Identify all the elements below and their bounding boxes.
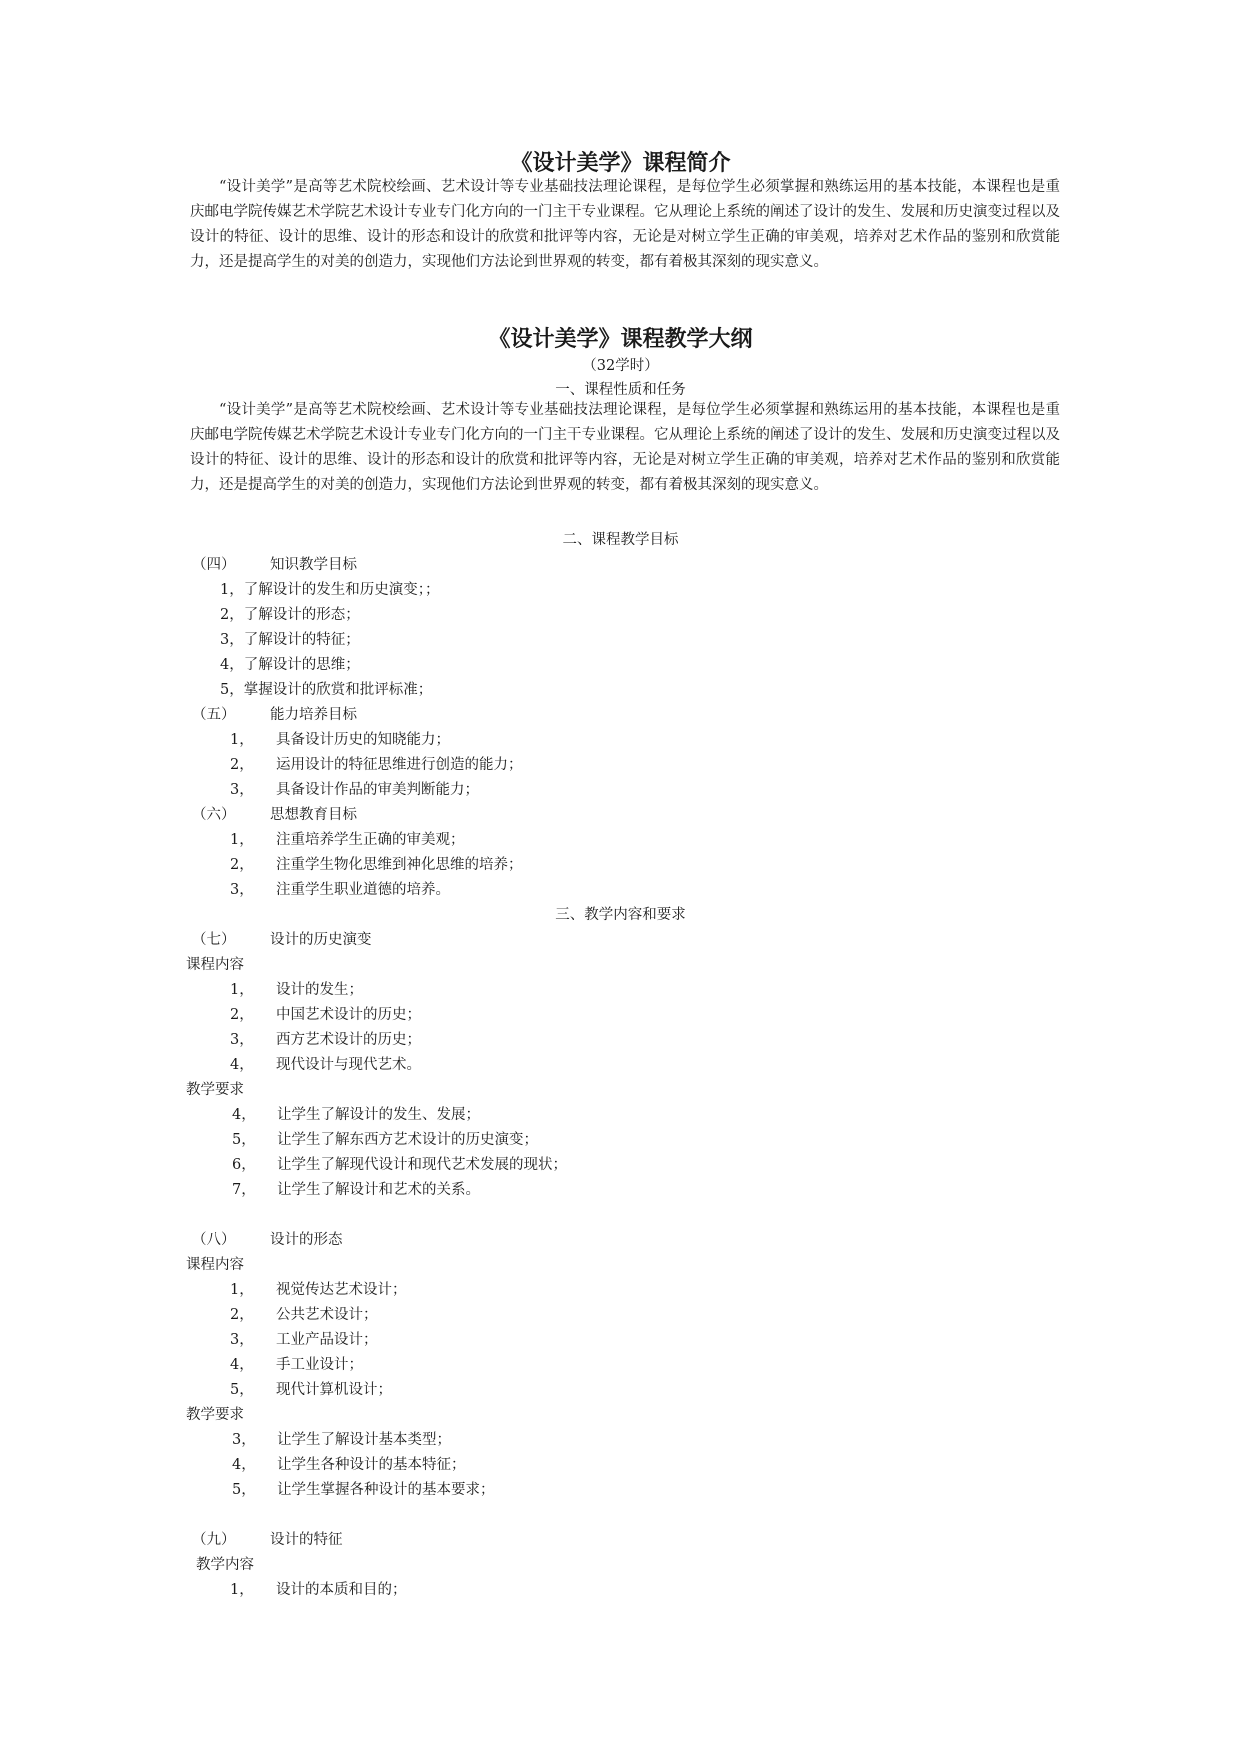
list-item-num: 3， [230, 1032, 254, 1048]
list-item-num: 4， [230, 1057, 254, 1073]
list-item-num: 5， [230, 1382, 254, 1398]
list-item: 让学生了解设计基本类型； [277, 1432, 451, 1448]
list-item: 公共艺术设计； [276, 1307, 378, 1323]
list-item: 视觉传达艺术设计； [276, 1282, 407, 1298]
list-item: 让学生了解设计和艺术的关系。 [277, 1182, 480, 1198]
requirements-label: 教学要求 [186, 1082, 244, 1098]
unit-title: 设计的特征 [270, 1532, 343, 1548]
list-item-num: 1， [230, 1582, 254, 1598]
requirements-label: 教学要求 [186, 1407, 244, 1423]
content-label: 课程内容 [186, 1257, 244, 1273]
list-item: 运用设计的特征思维进行创造的能力； [276, 757, 523, 773]
list-item-num: 3， [232, 1432, 256, 1448]
list-item-num: 4， [232, 1107, 256, 1123]
intro-paragraph: “设计美学”是高等艺术院校绘画、艺术设计等专业基础技法理论课程，是每位学生必须掌握和熟练运用的基本技能，本课程也是重庆邮电学院传媒艺术学院艺术设计专业专门化方向的一门主干专业课程。它从理论上系统的阐述了设计的发生、发展和历史演变过程以及设计的特征、设计的思维、设计的形态和设计的欣赏和批评等内容，无论是对树立学生正确的审美观，培养对艺术作品的鉴别和欣赏能力，还是提高学生的对美的创造力，实现他们方法论到世界观的转变，都有着极其深刻的现实意义。 [190, 179, 1060, 270]
list-item: 设计的发生； [276, 982, 363, 998]
list-item: 设计的本质和目的； [276, 1582, 407, 1598]
intro-title: 《设计美学》课程简介 [510, 150, 731, 176]
list-item-num: 1， [230, 982, 254, 998]
section1-paragraph: “设计美学”是高等艺术院校绘画、艺术设计等专业基础技法理论课程，是每位学生必须掌握和熟练运用的基本技能，本课程也是重庆邮电学院传媒艺术学院艺术设计专业专门化方向的一门主干专业课程。它从理论上系统的阐述了设计的发生、发展和历史演变过程以及设计的特征、设计的思维、设计的形态和设计的欣赏和批评等内容，无论是对树立学生正确的审美观，培养对艺术作品的鉴别和欣赏能力，还是提高学生的对美的创造力，实现他们方法论到世界观的转变，都有着极其深刻的现实意义。 [190, 402, 1060, 493]
goal-group-num: （六） [192, 807, 236, 823]
list-item: 1，了解设计的发生和历史演变；； [220, 582, 440, 598]
list-item: 西方艺术设计的历史； [276, 1032, 421, 1048]
list-item: 让学生各种设计的基本特征； [277, 1457, 466, 1473]
list-item-num: 3， [230, 782, 254, 798]
section2-heading: 二、课程教学目标 [562, 532, 679, 548]
list-item-num: 3， [230, 1332, 254, 1348]
unit-num: （九） [192, 1532, 236, 1548]
goal-group-label: 能力培养目标 [270, 707, 357, 723]
list-item-num: 7， [232, 1182, 256, 1198]
list-item: 中国艺术设计的历史； [276, 1007, 421, 1023]
content-label: 教学内容 [196, 1557, 254, 1573]
list-item: 2，了解设计的形态； [220, 607, 360, 623]
goal-group-label: 思想教育目标 [270, 807, 357, 823]
list-item-num: 5， [232, 1482, 256, 1498]
list-item: 注重学生职业道德的培养。 [276, 882, 450, 898]
list-item: 让学生了解东西方艺术设计的历史演变； [277, 1132, 538, 1148]
list-item: 工业产品设计； [276, 1332, 378, 1348]
list-item: 让学生掌握各种设计的基本要求； [277, 1482, 495, 1498]
list-item: 具备设计作品的审美判断能力； [276, 782, 479, 798]
unit-title: 设计的形态 [270, 1232, 343, 1248]
section1-heading: 一、课程性质和任务 [555, 382, 686, 398]
list-item-num: 1， [230, 1282, 254, 1298]
section3-heading: 三、教学内容和要求 [555, 907, 686, 923]
outline-title: 《设计美学》课程教学大纲 [488, 326, 753, 352]
list-item: 具备设计历史的知晓能力； [276, 732, 450, 748]
list-item-num: 2， [230, 857, 254, 873]
goal-group-num: （五） [192, 707, 236, 723]
list-item: 注重学生物化思维到神化思维的培养； [276, 857, 523, 873]
unit-title: 设计的历史演变 [270, 932, 372, 948]
content-label: 课程内容 [186, 957, 244, 973]
list-item-num: 4， [230, 1357, 254, 1373]
list-item-num: 6， [232, 1157, 256, 1173]
list-item: 注重培养学生正确的审美观； [276, 832, 465, 848]
list-item: 手工业设计； [276, 1357, 363, 1373]
list-item: 4，了解设计的思维； [220, 657, 360, 673]
list-item-num: 2， [230, 1007, 254, 1023]
list-item-num: 4， [232, 1457, 256, 1473]
list-item: 让学生了解现代设计和现代艺术发展的现状； [277, 1157, 567, 1173]
list-item: 现代设计与现代艺术。 [276, 1057, 421, 1073]
list-item-num: 3， [230, 882, 254, 898]
outline-hours: （32学时） [582, 358, 659, 374]
list-item: 5，掌握设计的欣赏和批评标准； [220, 682, 433, 698]
list-item-num: 1， [230, 732, 254, 748]
goal-group-num: （四） [192, 557, 236, 573]
list-item-num: 1， [230, 832, 254, 848]
list-item-num: 5， [232, 1132, 256, 1148]
list-item: 现代计算机设计； [276, 1382, 392, 1398]
list-item-num: 2， [230, 1307, 254, 1323]
list-item: 让学生了解设计的发生、发展； [277, 1107, 480, 1123]
list-item-num: 2， [230, 757, 254, 773]
list-item: 3，了解设计的特征； [220, 632, 360, 648]
unit-num: （八） [192, 1232, 236, 1248]
unit-num: （七） [192, 932, 236, 948]
goal-group-label: 知识教学目标 [270, 557, 357, 573]
